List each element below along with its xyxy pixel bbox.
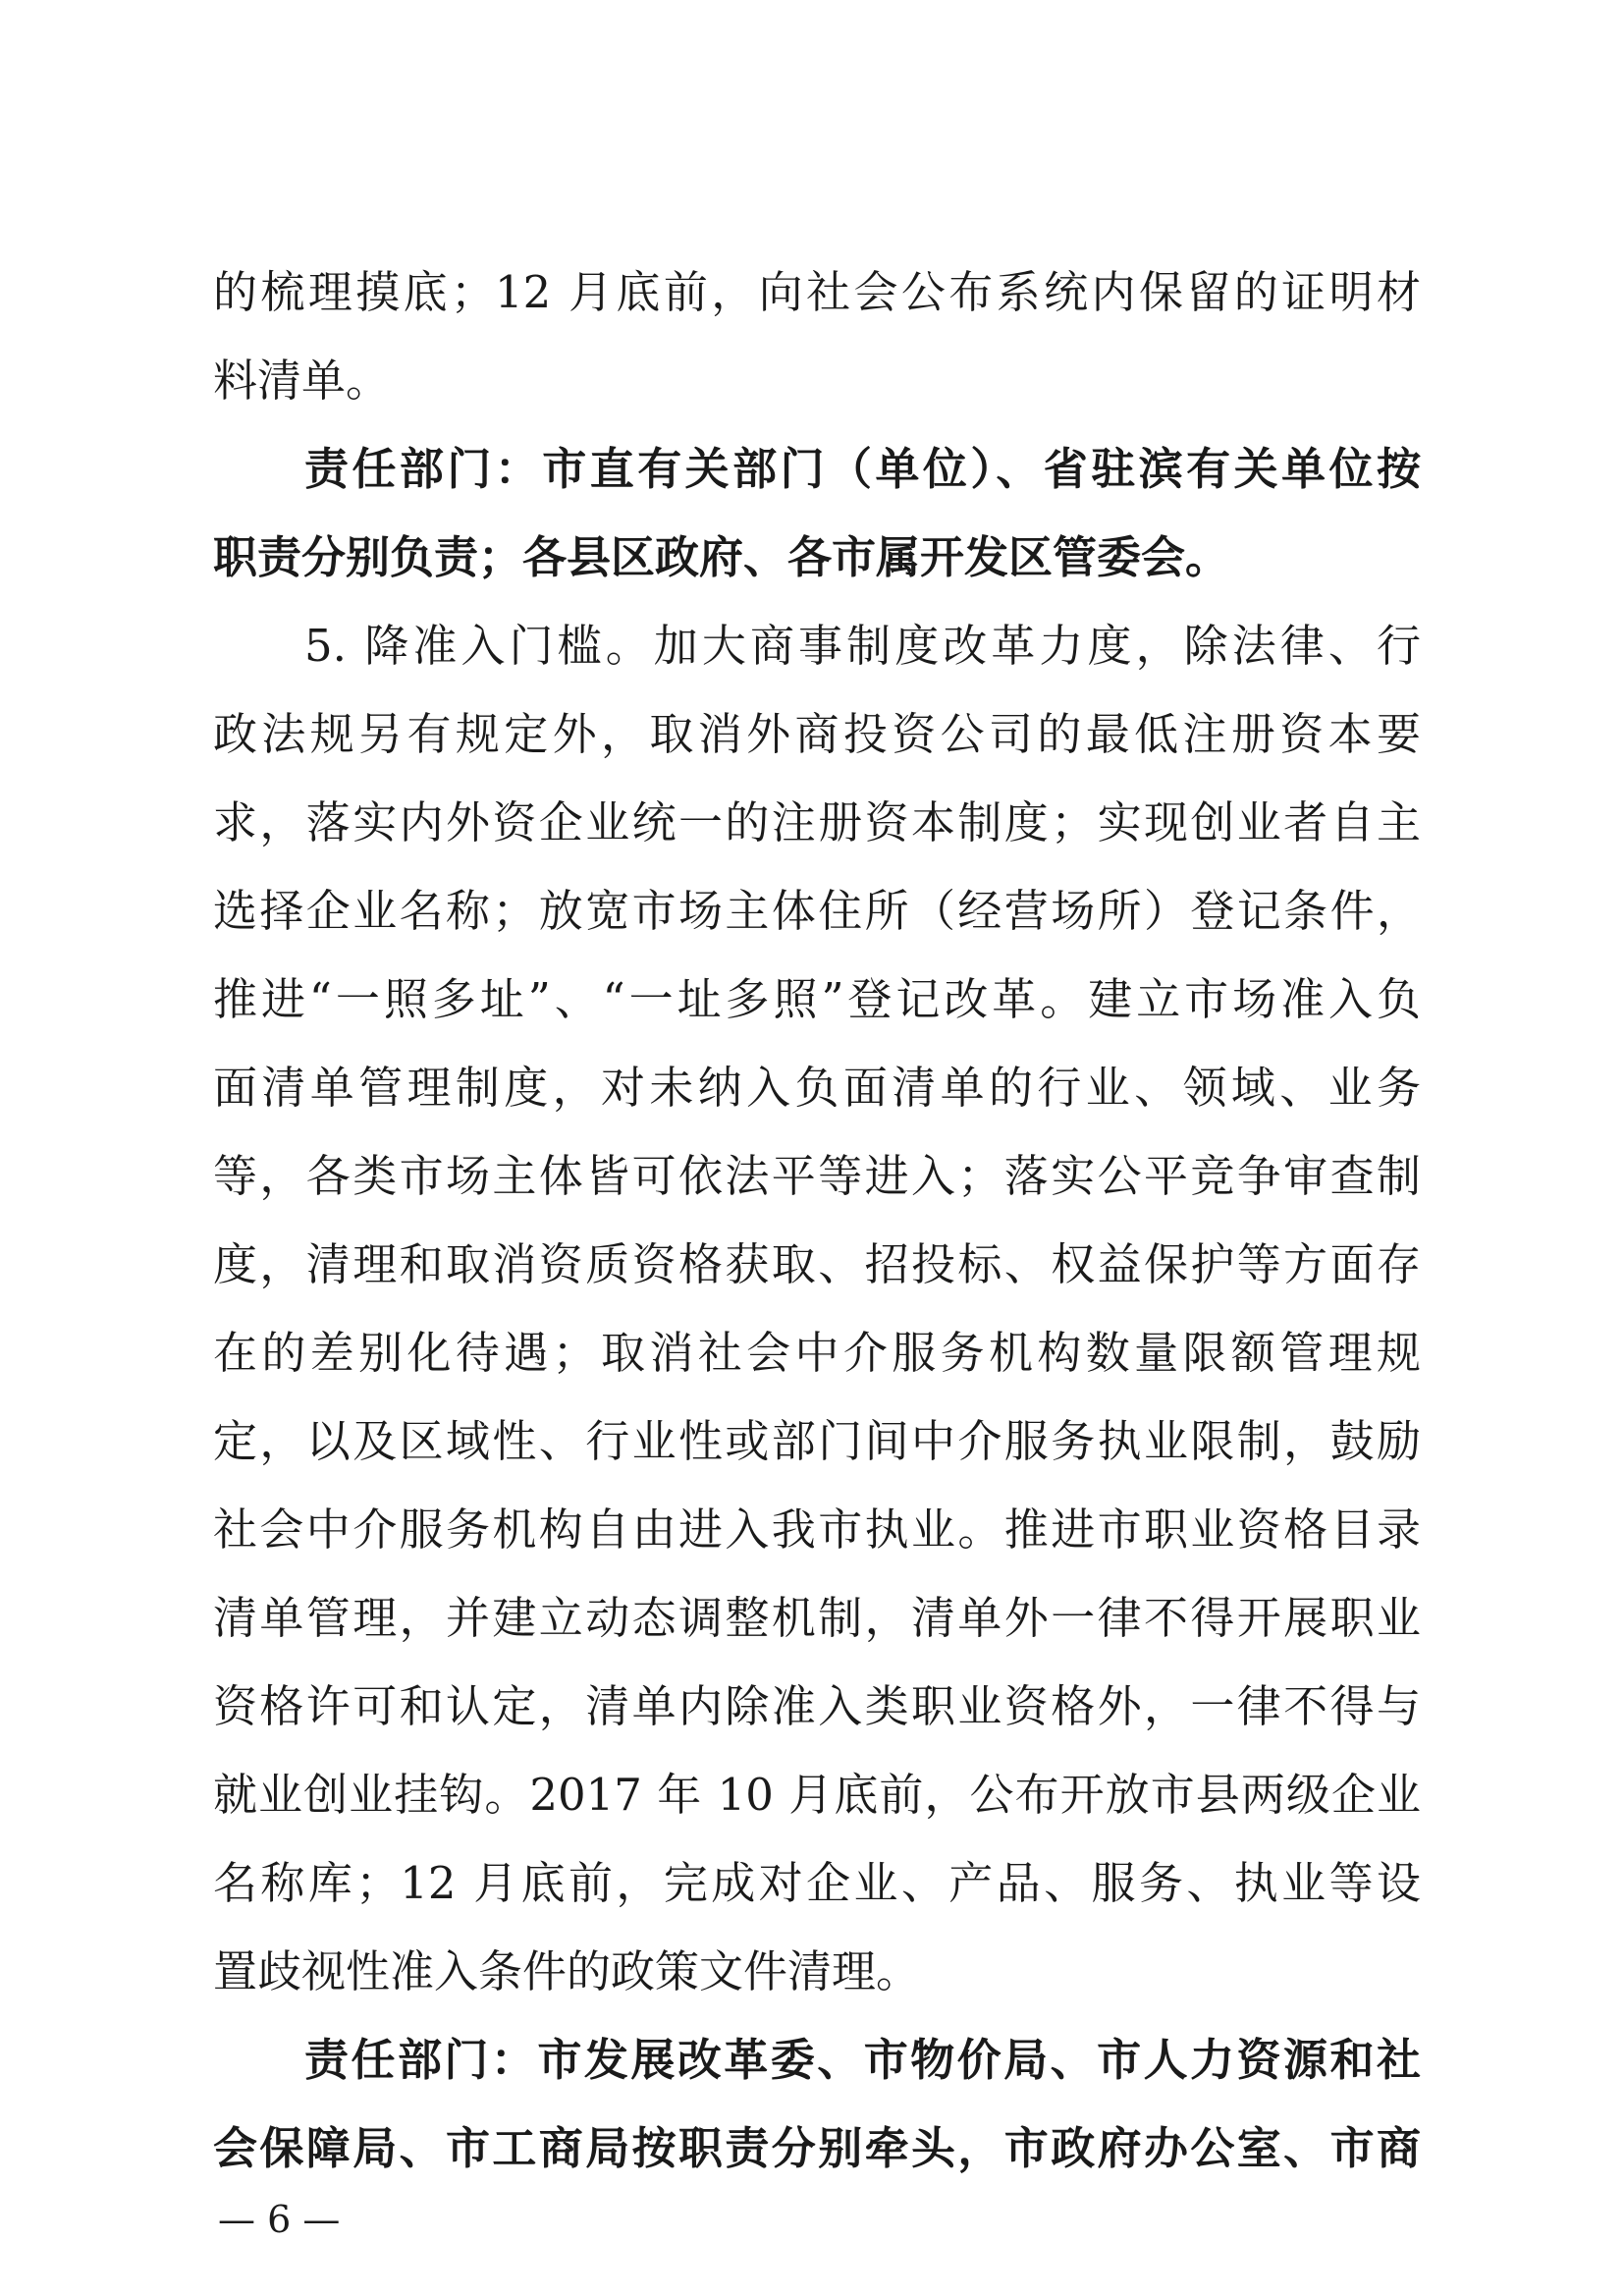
page-number: — 6 —: [218, 2198, 341, 2241]
text-line-15: 社会中介服务机构自由进入我市执业。推进市职业资格目录: [213, 1503, 1421, 1556]
responsibility-line-4: 会保障局、市工商局按职责分别牵头，市政府办公室、市商: [213, 2122, 1421, 2174]
text-line-12: 度，清理和取消资质资格获取、招投标、权益保护等方面存: [213, 1238, 1421, 1290]
text-line-10: 面清单管理制度，对未纳入负面清单的行业、领域、业务: [213, 1062, 1421, 1114]
text-line-18: 就业创业挂钩。2017 年 10 月底前，公布开放市县两级企业: [213, 1769, 1421, 1821]
text-line-17: 资格许可和认定，清单内除准入类职业资格外，一律不得与: [213, 1680, 1421, 1732]
responsibility-line-3: 责任部门：市发展改革委、市物价局、市人力资源和社: [304, 2034, 1421, 2086]
text-line-2: 料清单。: [213, 355, 391, 407]
responsibility-line-1: 责任部门：市直有关部门（单位）、省驻滨有关单位按: [304, 443, 1421, 495]
text-line-16: 清单管理，并建立动态调整机制，清单外一律不得开展职业: [213, 1592, 1421, 1644]
text-line-19: 名称库；12 月底前，完成对企业、产品、服务、执业等设: [213, 1857, 1421, 1909]
text-line-1: 的梳理摸底；12 月底前，向社会公布系统内保留的证明材: [213, 266, 1421, 318]
text-line-9: 推进“一照多址”、“一址多照”登记改革。建立市场准入负: [213, 973, 1421, 1025]
responsibility-line-2: 职责分别负责；各县区政府、各市属开发区管委会。: [213, 531, 1230, 583]
text-line-13: 在的差别化待遇；取消社会中介服务机构数量限额管理规: [213, 1327, 1421, 1379]
text-line-6: 政法规另有规定外，取消外商投资公司的最低注册资本要: [213, 708, 1421, 760]
text-line-7: 求，落实内外资企业统一的注册资本制度；实现创业者自主: [213, 796, 1421, 848]
text-line-14: 定，以及区域性、行业性或部门间中介服务执业限制，鼓励: [213, 1415, 1421, 1467]
text-line-20: 置歧视性准入条件的政策文件清理。: [213, 1945, 921, 1997]
text-line-11: 等，各类市场主体皆可依法平等进入；落实公平竞争审查制: [213, 1150, 1421, 1202]
text-line-8: 选择企业名称；放宽市场主体住所（经营场所）登记条件，: [213, 885, 1421, 937]
section-5-heading-line: 5. 降准入门槛。加大商事制度改革力度，除法律、行: [304, 620, 1421, 672]
